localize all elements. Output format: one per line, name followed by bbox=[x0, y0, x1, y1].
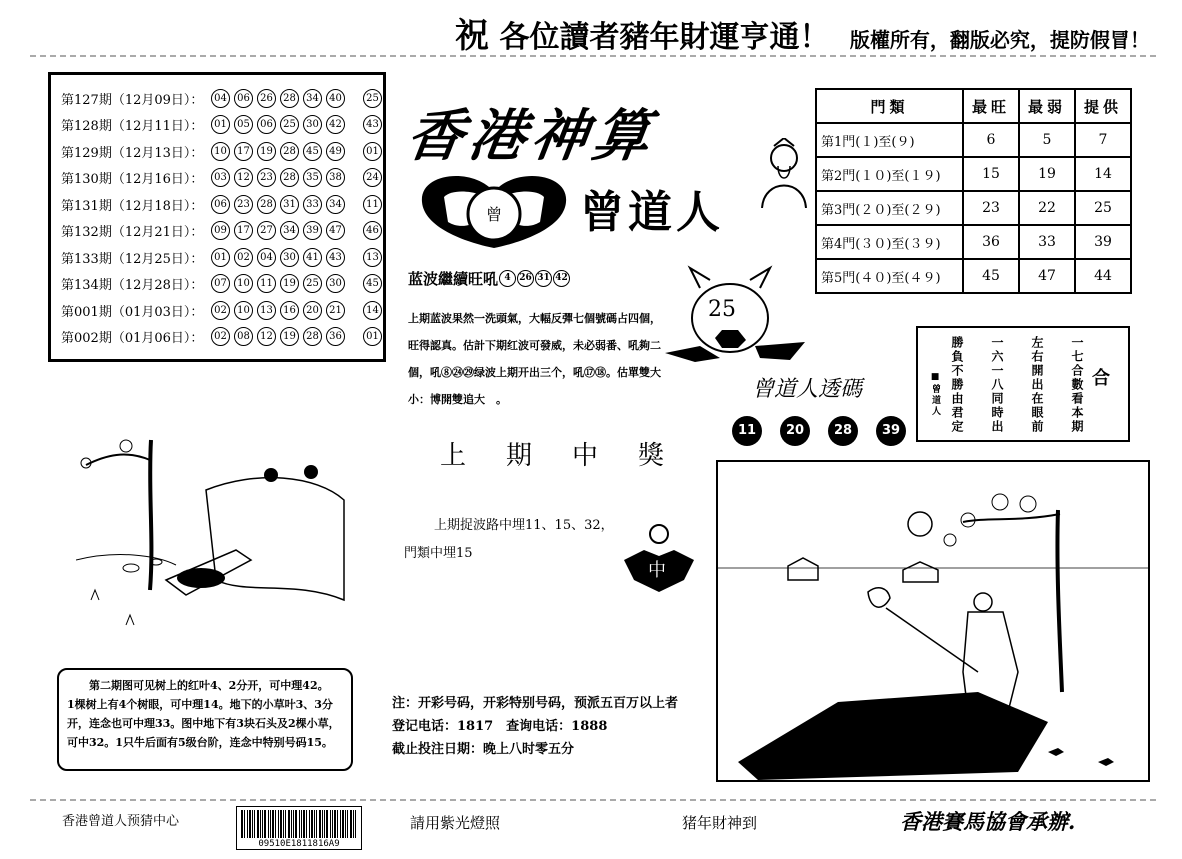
info-block bbox=[392, 692, 678, 761]
result-number: 16 bbox=[280, 301, 299, 320]
result-number: 47 bbox=[326, 221, 345, 240]
result-label: 第128期（12月11日）： bbox=[61, 119, 204, 134]
result-number: 28 bbox=[303, 327, 322, 346]
info-note: 注：开彩号码，开彩特别号码，预派五百万以上者 bbox=[392, 696, 679, 711]
barcode-bar bbox=[337, 810, 338, 838]
barcode-bar bbox=[254, 810, 255, 838]
barcode-bar bbox=[268, 810, 269, 838]
barcode-bar bbox=[303, 810, 305, 838]
result-number: 06 bbox=[257, 115, 276, 134]
doors-label: 第4門(３０)至(３９) bbox=[816, 225, 963, 259]
result-number: 40 bbox=[326, 89, 345, 108]
result-number: 12 bbox=[257, 327, 276, 346]
doors-hot: 36 bbox=[963, 225, 1019, 259]
tip-ball: 28 bbox=[828, 416, 858, 446]
spacer bbox=[349, 274, 363, 293]
result-number: 28 bbox=[280, 142, 299, 161]
barcode-bar bbox=[306, 810, 307, 838]
doors-label: 第3門(２０)至(２９) bbox=[816, 191, 963, 225]
barcode-bar bbox=[330, 810, 331, 838]
barcode-bar bbox=[241, 810, 243, 838]
result-special-number: 01 bbox=[363, 327, 382, 346]
result-special-number: 24 bbox=[363, 168, 382, 187]
doors-offer: 7 bbox=[1075, 123, 1131, 157]
result-number: 36 bbox=[326, 327, 345, 346]
result-number: 42 bbox=[326, 115, 345, 134]
barcode-bar bbox=[353, 810, 354, 838]
tip-caption: 曾道人透碼 bbox=[752, 377, 863, 402]
result-special-number: 13 bbox=[363, 248, 382, 267]
barcode-bar bbox=[272, 810, 274, 838]
barcode-bar bbox=[293, 810, 294, 838]
result-number: 33 bbox=[303, 195, 322, 214]
barcode-bar bbox=[340, 810, 341, 838]
poem-line: 左右開出在眼前 bbox=[1030, 336, 1044, 434]
spacer bbox=[349, 248, 363, 267]
spacer bbox=[349, 142, 363, 161]
doors-header: 門類 bbox=[816, 89, 963, 123]
doors-row bbox=[816, 259, 1131, 293]
barcode-bar bbox=[249, 810, 251, 838]
result-number: 01 bbox=[211, 115, 230, 134]
barcode-bar bbox=[334, 810, 336, 838]
barcode-bar bbox=[291, 810, 292, 838]
barcode-bar bbox=[347, 810, 348, 838]
result-number: 34 bbox=[280, 221, 299, 240]
result-number: 08 bbox=[234, 327, 253, 346]
poem-line: 一六一八同時出 bbox=[990, 336, 1004, 434]
barcode-bar bbox=[316, 810, 317, 838]
result-row bbox=[61, 218, 386, 244]
analysis-paragraph: 上期蓝波果然一洗頭氣，大幅反彈七個號碼占四個，旺得認真。估計下期红波可發威，未必弱番、吼夠二個，吼⑧㉔㉙绿波上期开出三个，吼⑰⑱。估單雙大小：博開雙追大 。 bbox=[408, 312, 661, 406]
info-deadline: 截止投注日期：晚上八时零五分 bbox=[392, 742, 575, 757]
result-number: 23 bbox=[234, 195, 253, 214]
barcode-bar bbox=[345, 810, 346, 838]
doors-cold: 33 bbox=[1019, 225, 1075, 259]
doors-header: 最旺 bbox=[963, 89, 1019, 123]
barcode-bar bbox=[288, 810, 290, 838]
result-row bbox=[61, 165, 386, 191]
result-number: 04 bbox=[257, 248, 276, 267]
doors-label: 第2門(１０)至(１９) bbox=[816, 157, 963, 191]
doors-hot: 45 bbox=[963, 259, 1019, 293]
spacer bbox=[349, 195, 363, 214]
barcode-bar bbox=[322, 810, 323, 838]
result-number: 04 bbox=[211, 89, 230, 108]
result-row bbox=[61, 138, 386, 164]
result-number: 45 bbox=[303, 142, 322, 161]
result-number: 19 bbox=[280, 274, 299, 293]
result-number: 13 bbox=[257, 301, 276, 320]
result-numbers bbox=[211, 301, 386, 320]
result-numbers bbox=[211, 195, 386, 214]
result-number: 02 bbox=[234, 248, 253, 267]
doors-hot: 23 bbox=[963, 191, 1019, 225]
barcode-bar bbox=[301, 810, 302, 838]
barcode-bar bbox=[262, 810, 263, 838]
riddle-picture-left bbox=[76, 430, 346, 640]
result-number: 21 bbox=[326, 301, 345, 320]
barcode-bar bbox=[332, 810, 333, 838]
result-number: 39 bbox=[303, 221, 322, 240]
result-special-number: 25 bbox=[363, 89, 382, 108]
result-number: 34 bbox=[303, 89, 322, 108]
result-row bbox=[61, 85, 386, 111]
result-number: 30 bbox=[326, 274, 345, 293]
result-label: 第129期（12月13日）： bbox=[61, 145, 204, 161]
result-number: 43 bbox=[326, 248, 345, 267]
barcode-bar bbox=[326, 810, 328, 838]
result-number: 10 bbox=[211, 142, 230, 161]
result-numbers bbox=[211, 168, 386, 187]
doors-offer: 14 bbox=[1075, 157, 1131, 191]
result-row bbox=[61, 324, 386, 350]
result-number: 38 bbox=[326, 168, 345, 187]
doors-row bbox=[816, 191, 1131, 225]
result-number: 25 bbox=[280, 115, 299, 134]
result-numbers bbox=[211, 115, 386, 134]
poem-char: 合 bbox=[1089, 368, 1110, 388]
riddle-line: 可中32。1只牛后面有5级台阶，连念中特别号码15。 bbox=[67, 736, 333, 749]
barcode-bar bbox=[314, 810, 315, 838]
result-number: 27 bbox=[257, 221, 276, 240]
barcode-bar bbox=[295, 810, 297, 838]
pig-number: 25 bbox=[708, 297, 736, 322]
tip-ball: 20 bbox=[780, 416, 810, 446]
barcode bbox=[236, 806, 362, 850]
barcode-bar bbox=[319, 810, 321, 838]
result-row bbox=[61, 271, 386, 297]
barcode-number: 09510E1811816A9 bbox=[237, 839, 361, 849]
barcode-bar bbox=[278, 810, 279, 838]
result-number: 09 bbox=[211, 221, 230, 240]
doors-cold: 19 bbox=[1019, 157, 1075, 191]
result-number: 28 bbox=[257, 195, 276, 214]
result-number: 02 bbox=[211, 301, 230, 320]
barcode-bar bbox=[350, 810, 352, 838]
result-label: 第002期（01月06日）： bbox=[61, 331, 204, 346]
result-row bbox=[61, 112, 386, 138]
result-numbers bbox=[211, 221, 386, 240]
last-period-line2: 門類中埋15 bbox=[404, 546, 473, 561]
result-number: 41 bbox=[303, 248, 322, 267]
riddle-line: 1棵树上有4个树眼，可中理14。地下的小草叶3、3分 bbox=[67, 698, 333, 711]
doors-offer: 39 bbox=[1075, 225, 1131, 259]
barcode-bar bbox=[257, 810, 259, 838]
spacer bbox=[349, 168, 363, 187]
header-main-char: 祝 bbox=[455, 16, 489, 56]
result-numbers bbox=[211, 248, 386, 267]
blue-wave-number: 42 bbox=[553, 270, 570, 287]
result-number: 10 bbox=[234, 274, 253, 293]
result-number: 30 bbox=[303, 115, 322, 134]
footer-center-name: 香港曾道人预猜中心 bbox=[62, 814, 180, 829]
poem-line: 一七合數看本期 bbox=[1070, 336, 1084, 434]
result-special-number: 14 bbox=[363, 301, 382, 320]
blue-wave-number: 4 bbox=[499, 270, 516, 287]
footer-sponsor: 香港賽馬協會承辦. bbox=[900, 809, 1076, 834]
barcode-bar bbox=[270, 810, 271, 838]
result-number: 49 bbox=[326, 142, 345, 161]
result-row bbox=[61, 297, 386, 323]
poem-signature: ■曾道人 bbox=[930, 372, 940, 417]
result-numbers bbox=[211, 327, 386, 346]
doors-hot: 6 bbox=[963, 123, 1019, 157]
blue-wave-line bbox=[408, 268, 570, 289]
header bbox=[455, 8, 1150, 57]
result-number: 17 bbox=[234, 142, 253, 161]
poem-line: 勝負不勝由君定 bbox=[950, 336, 964, 434]
barcode-bar bbox=[244, 810, 245, 838]
result-number: 19 bbox=[280, 327, 299, 346]
poem-scroll bbox=[916, 326, 1130, 442]
page-title: 香港神算 bbox=[402, 103, 661, 169]
spacer bbox=[349, 301, 363, 320]
result-special-number: 01 bbox=[363, 142, 382, 161]
result-numbers bbox=[211, 274, 386, 293]
result-special-number: 45 bbox=[363, 274, 382, 293]
barcode-bar bbox=[324, 810, 325, 838]
result-label: 第130期（12月16日）： bbox=[61, 172, 204, 187]
barcode-bar bbox=[342, 810, 344, 838]
result-number: 01 bbox=[211, 248, 230, 267]
result-number: 25 bbox=[303, 274, 322, 293]
result-numbers bbox=[211, 89, 386, 108]
result-number: 28 bbox=[280, 168, 299, 187]
doors-header-row bbox=[816, 89, 1131, 123]
result-label: 第131期（12月18日）： bbox=[61, 198, 204, 214]
doors-header: 提供 bbox=[1075, 89, 1131, 123]
tip-ball: 39 bbox=[876, 416, 906, 446]
blue-wave-text: 蓝波繼續旺吼 bbox=[408, 270, 499, 288]
last-period-line1: 上期捉波路中埋11、15、32， bbox=[434, 518, 614, 533]
sage-illustration bbox=[754, 138, 814, 208]
result-label: 第134期（12月28日）： bbox=[61, 278, 204, 293]
last-period-note bbox=[404, 512, 614, 568]
footer-slogan: 猪年財神到 bbox=[682, 814, 758, 832]
doors-cold: 5 bbox=[1019, 123, 1075, 157]
barcode-bar bbox=[264, 810, 266, 838]
spacer bbox=[349, 327, 363, 346]
result-number: 19 bbox=[257, 142, 276, 161]
result-number: 26 bbox=[257, 89, 276, 108]
riddle-picture-right bbox=[716, 460, 1150, 782]
barcode-bar bbox=[247, 810, 248, 838]
result-number: 05 bbox=[234, 115, 253, 134]
heart-logo bbox=[414, 172, 574, 250]
doors-label: 第1門(１)至(９) bbox=[816, 123, 963, 157]
barcode-bar bbox=[283, 810, 284, 838]
result-row bbox=[61, 191, 386, 217]
result-number: 02 bbox=[211, 327, 230, 346]
doors-row bbox=[816, 225, 1131, 259]
result-number: 06 bbox=[211, 195, 230, 214]
result-number: 11 bbox=[257, 274, 276, 293]
result-number: 12 bbox=[234, 168, 253, 187]
doors-offer: 25 bbox=[1075, 191, 1131, 225]
result-number: 10 bbox=[234, 301, 253, 320]
result-number: 03 bbox=[211, 168, 230, 187]
doors-offer: 44 bbox=[1075, 259, 1131, 293]
footer-uv-note: 請用紫光燈照 bbox=[410, 814, 501, 832]
doors-label: 第5門(４０)至(４９) bbox=[816, 259, 963, 293]
results-panel bbox=[48, 72, 386, 362]
blue-wave-number: 26 bbox=[517, 270, 534, 287]
result-special-number: 46 bbox=[363, 221, 382, 240]
result-number: 35 bbox=[303, 168, 322, 187]
doors-table bbox=[815, 88, 1132, 294]
pig-illustration bbox=[660, 258, 810, 378]
spacer bbox=[349, 89, 363, 108]
result-number: 23 bbox=[257, 168, 276, 187]
result-label: 第133期（12月25日）： bbox=[61, 251, 204, 267]
result-number: 28 bbox=[280, 89, 299, 108]
tip-ball: 11 bbox=[732, 416, 762, 446]
barcode-bar bbox=[309, 810, 310, 838]
doors-row bbox=[816, 157, 1131, 191]
zhong-char: 中 bbox=[648, 560, 666, 581]
doors-cold: 22 bbox=[1019, 191, 1075, 225]
result-special-number: 43 bbox=[363, 115, 382, 134]
last-period-heading: 上期中獎 bbox=[440, 441, 705, 471]
result-number: 31 bbox=[280, 195, 299, 214]
riddle-note bbox=[57, 668, 353, 771]
result-number: 07 bbox=[211, 274, 230, 293]
result-number: 34 bbox=[326, 195, 345, 214]
barcode-bar bbox=[355, 810, 356, 838]
result-number: 30 bbox=[280, 248, 299, 267]
header-copyright: 版權所有，翻版必究，提防假冒！ bbox=[849, 28, 1150, 52]
svg-text:曾: 曾 bbox=[486, 205, 503, 224]
info-phones: 登记电话：1817 查询电话：1888 bbox=[392, 719, 608, 734]
doors-header: 最弱 bbox=[1019, 89, 1075, 123]
spacer bbox=[349, 115, 363, 134]
brand-name: 曾道人 bbox=[580, 187, 724, 238]
riddle-line: 第二期图可见树上的红叶4、2分开，可中理42。 bbox=[89, 679, 329, 692]
barcode-bar bbox=[275, 810, 276, 838]
result-special-number: 11 bbox=[363, 195, 382, 214]
barcode-bar bbox=[260, 810, 261, 838]
result-number: 20 bbox=[303, 301, 322, 320]
result-numbers bbox=[211, 142, 386, 161]
doors-cold: 47 bbox=[1019, 259, 1075, 293]
spacer bbox=[349, 221, 363, 240]
barcode-bar bbox=[285, 810, 286, 838]
barcode-bar bbox=[311, 810, 313, 838]
riddle-line: 开，连念也可中理33。图中地下有3块石头及2棵小草， bbox=[67, 717, 340, 730]
barcode-bar bbox=[280, 810, 282, 838]
result-label: 第127期（12月09日）： bbox=[61, 92, 204, 108]
result-label: 第132期（12月21日）： bbox=[61, 225, 204, 240]
header-main-text: 各位讀者豬年財運亨通！ bbox=[499, 20, 830, 55]
result-row bbox=[61, 244, 386, 270]
barcode-bar bbox=[299, 810, 300, 838]
result-label: 第001期（01月03日）： bbox=[61, 304, 204, 320]
result-number: 17 bbox=[234, 221, 253, 240]
blue-wave-number: 31 bbox=[535, 270, 552, 287]
barcode-bar bbox=[252, 810, 253, 838]
zhong-illustration bbox=[614, 520, 704, 600]
doors-row bbox=[816, 123, 1131, 157]
result-number: 06 bbox=[234, 89, 253, 108]
doors-hot: 15 bbox=[963, 157, 1019, 191]
